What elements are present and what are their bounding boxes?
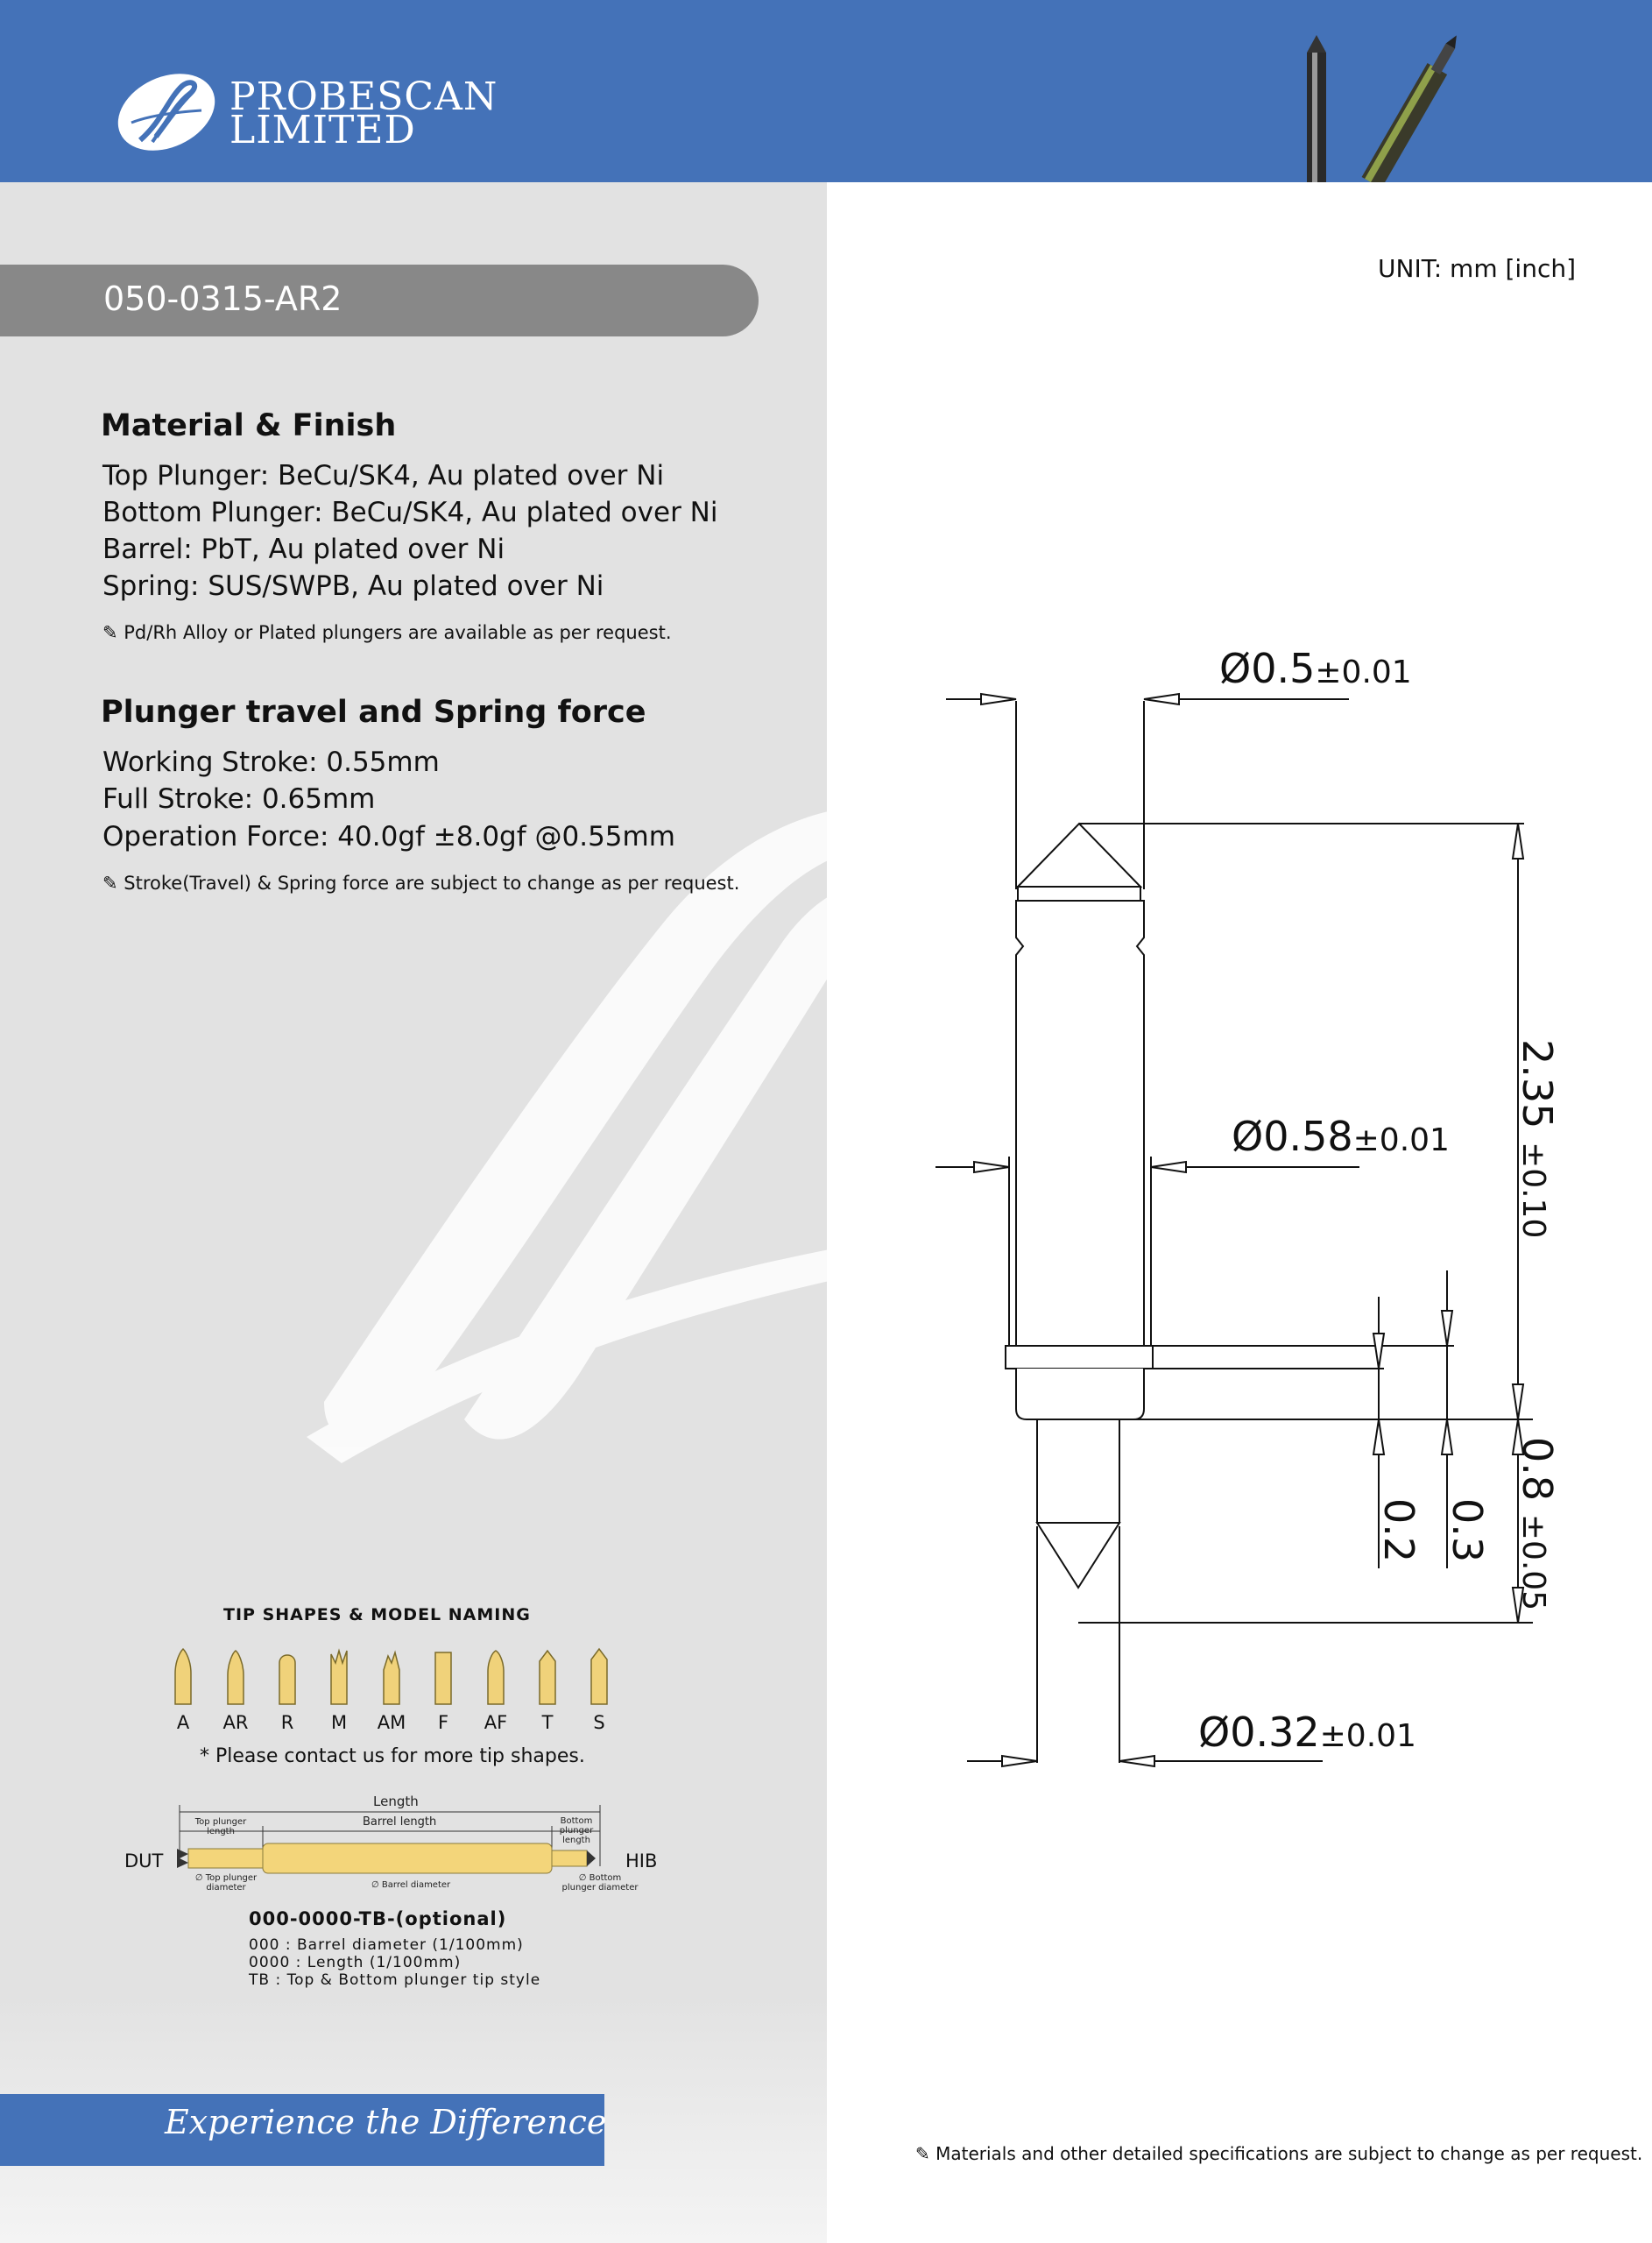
bottom-plunger-length-label: Bottom plunger length <box>559 1816 594 1845</box>
barrel-diameter-tolerance: ±0.01 <box>1352 1122 1450 1158</box>
top-plunger-diameter-label: ∅ Top plunger diameter <box>194 1873 258 1893</box>
top-diameter-value: Ø0.5 <box>1219 645 1316 692</box>
material-line: Top Plunger: BeCu/SK4, Au plated over Ni <box>102 460 665 492</box>
tip-label: F <box>437 1712 449 1733</box>
tip-label: A <box>176 1712 190 1733</box>
material-line: Barrel: PbT, Au plated over Ni <box>102 534 505 565</box>
length-bottom-tolerance: ±0.05 <box>1515 1513 1551 1611</box>
tip-shapes-row <box>158 1647 631 1709</box>
top-diameter-tolerance: ±0.01 <box>1315 655 1412 690</box>
probe-technical-drawing <box>911 666 1577 1787</box>
unit-label: UNIT: mm [inch] <box>1378 254 1577 283</box>
tip-r-icon <box>279 1655 295 1704</box>
tip-label: S <box>593 1712 605 1733</box>
model-line: 0000 : Length (1/100mm) <box>249 1954 462 1971</box>
brand-name-line2: LIMITED <box>229 108 416 152</box>
collar-dim-a: 0.2 <box>1375 1498 1423 1563</box>
material-note: ✎ Pd/Rh Alloy or Plated plungers are available as per request. <box>102 622 672 643</box>
tip-t-icon <box>540 1651 555 1704</box>
tip-am-icon <box>384 1652 399 1704</box>
slogan: Experience the Difference <box>165 2103 607 2141</box>
tip-label: T <box>541 1712 554 1733</box>
travel-line: Full Stroke: 0.65mm <box>102 783 376 815</box>
tip-s-icon <box>591 1649 607 1704</box>
tip-a-icon <box>175 1649 191 1704</box>
model-line: TB : Top & Bottom plunger tip style <box>249 1971 541 1989</box>
tip-label: AR <box>222 1712 249 1733</box>
brand-name <box>229 74 498 152</box>
top-diameter-label <box>1219 645 1412 692</box>
barrel-diameter-dim-label <box>1232 1113 1450 1160</box>
model-format: 000-0000-TB-(optional) <box>249 1908 507 1929</box>
collar-dim-b: 0.3 <box>1444 1498 1491 1563</box>
length-top-value: 2.35 <box>1514 1039 1561 1129</box>
tip-shapes-title: TIP SHAPES & MODEL NAMING <box>223 1605 531 1624</box>
travel-line: Working Stroke: 0.55mm <box>102 746 440 778</box>
barrel-diameter-label: ∅ Barrel diameter <box>371 1880 451 1890</box>
tip-f-icon <box>435 1652 451 1704</box>
probe-photo-icon <box>1270 35 1480 182</box>
brand-name-line1: PROBESCAN <box>229 74 498 119</box>
tip-af-icon <box>488 1651 504 1704</box>
tip-label: AM <box>377 1712 406 1733</box>
length-top-label <box>1514 1039 1561 1238</box>
bottom-plunger-diameter-label: ∅ Bottom plunger diameter <box>561 1873 639 1893</box>
tip-label: AF <box>484 1712 508 1733</box>
barrel-length-label: Barrel length <box>363 1815 437 1829</box>
footer-note: ✎ Materials and other detailed specifications are subject to change as per request. <box>915 2143 1643 2164</box>
tip-contact-note: * Please contact us for more tip shapes. <box>200 1745 585 1767</box>
material-line: Spring: SUS/SWPB, Au plated over Ni <box>102 570 604 602</box>
probescan-logo-icon <box>114 68 221 156</box>
tip-label: R <box>280 1712 294 1733</box>
material-heading: Material & Finish <box>101 408 397 443</box>
length-top-tolerance: ±0.10 <box>1515 1142 1551 1239</box>
travel-note: ✎ Stroke(Travel) & Spring force are subject to change as per request. <box>102 873 740 894</box>
model-line: 000 : Barrel diameter (1/100mm) <box>249 1936 524 1954</box>
tip-label: M <box>330 1712 348 1733</box>
hib-label: HIB <box>625 1850 658 1872</box>
tip-ar-icon <box>228 1651 244 1704</box>
bottom-diameter-tolerance: ±0.01 <box>1319 1718 1416 1754</box>
barrel-diameter-value: Ø0.58 <box>1232 1113 1353 1160</box>
dut-label: DUT <box>124 1850 164 1872</box>
travel-line: Operation Force: 40.0gf ±8.0gf @0.55mm <box>102 821 675 853</box>
tip-m-icon <box>331 1651 347 1704</box>
length-bottom-value: 0.8 <box>1514 1437 1561 1502</box>
material-line: Bottom Plunger: BeCu/SK4, Au plated over Ni <box>102 497 718 528</box>
travel-heading: Plunger travel and Spring force <box>101 695 646 730</box>
bottom-diameter-value: Ø0.32 <box>1198 1709 1320 1756</box>
part-number: 050-0315-AR2 <box>103 279 342 318</box>
length-label: Length <box>373 1794 419 1809</box>
top-plunger-length-label: Top plunger length <box>194 1817 247 1836</box>
length-bottom-label <box>1514 1437 1561 1610</box>
bottom-diameter-label <box>1198 1709 1416 1756</box>
